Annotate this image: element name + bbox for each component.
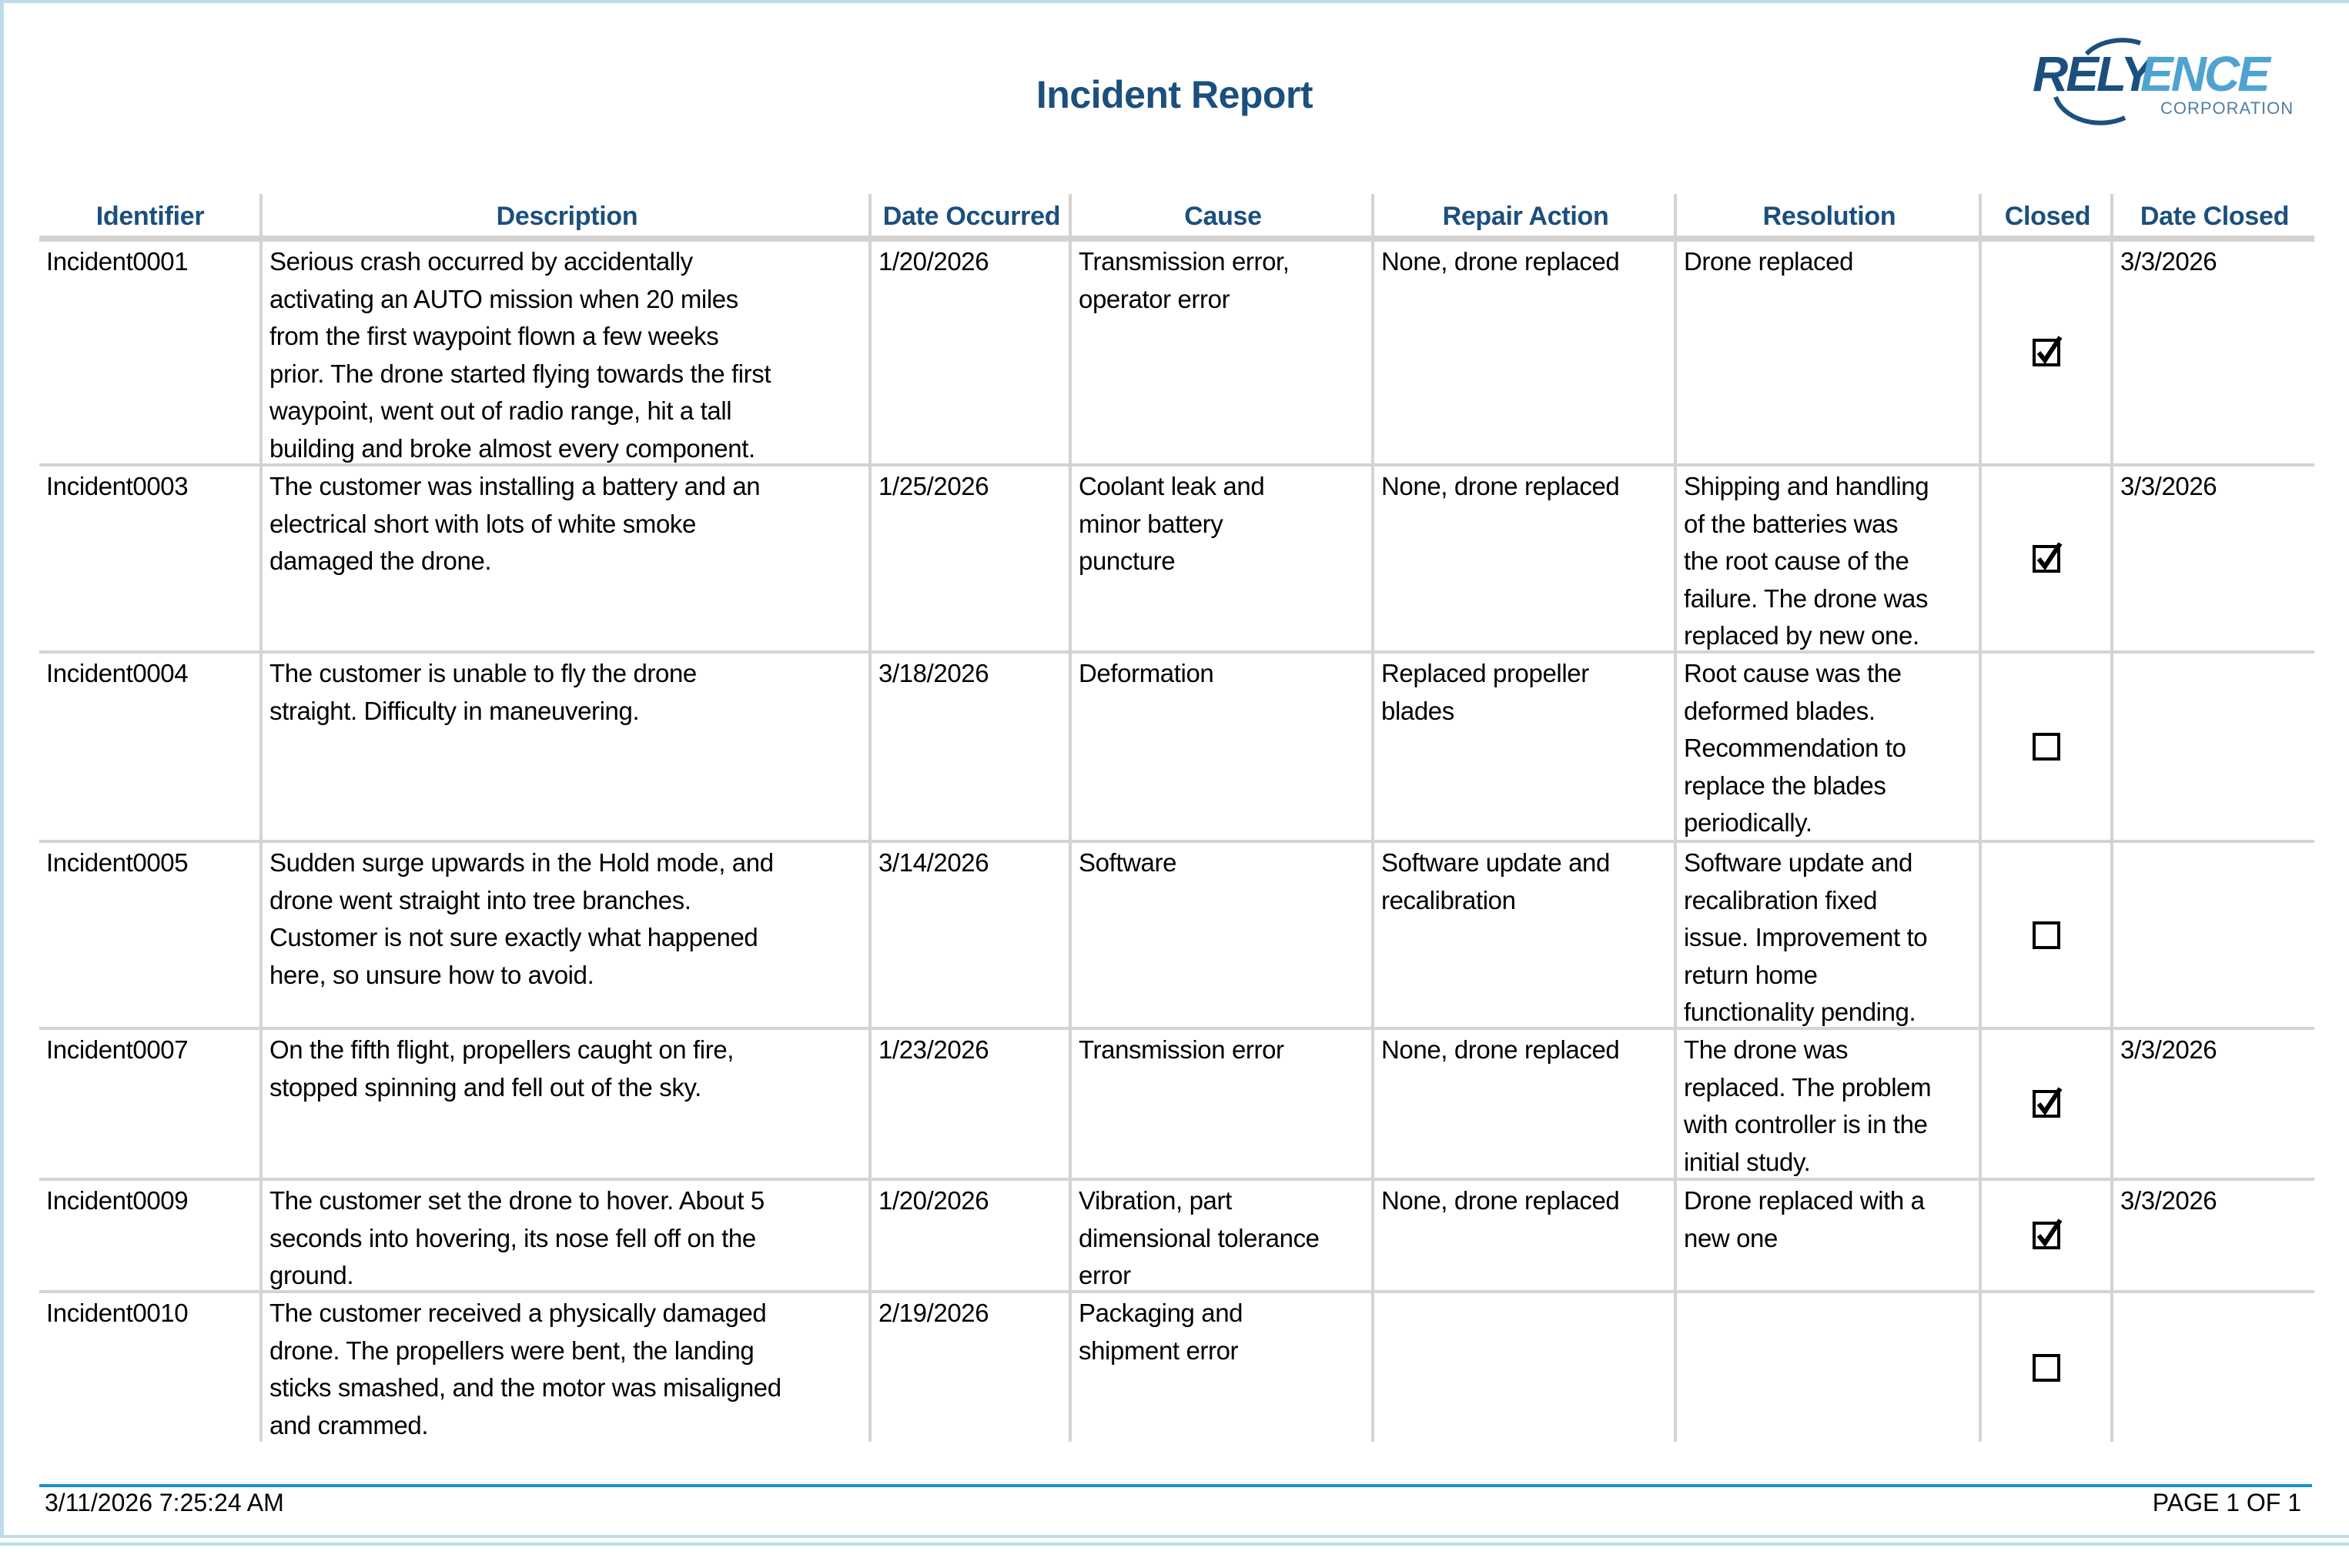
closed-checkbox-unchecked[interactable] bbox=[2033, 1354, 2060, 1382]
page-border-bottom-outer bbox=[0, 1543, 2349, 1546]
cell-description: The customer is unable to fly the drone straight. Difficulty in maneuvering. bbox=[269, 659, 697, 725]
cell-date-closed: 3/3/2026 bbox=[2120, 247, 2217, 276]
closed-checkbox-checked[interactable] bbox=[2033, 1090, 2060, 1118]
cell-date-occurred: 3/14/2026 bbox=[878, 848, 989, 877]
checkmark-icon bbox=[2034, 1085, 2063, 1118]
cell-repair-action: Replaced propeller blades bbox=[1381, 659, 1589, 725]
column-divider bbox=[1371, 194, 1374, 1442]
cell-description: Serious crash occurred by accidentally activating an AUTO mission when 20 miles from the first waypoint flown a few weeks prior. The drone started flying towards the first waypoint, went out of radio range, hit a tall building and broke almost every component. bbox=[269, 247, 771, 463]
cell-date-closed: 3/3/2026 bbox=[2120, 472, 2217, 500]
page-border-top bbox=[0, 0, 2349, 3]
closed-checkbox-checked[interactable] bbox=[2033, 339, 2060, 366]
logo-text-secondary: ENCE bbox=[2140, 46, 2268, 102]
cell-identifier: Incident0003 bbox=[46, 472, 189, 500]
cell-cause: Deformation bbox=[1079, 659, 1214, 687]
cell-description: The customer was installing a battery and an electrical short with lots of white smoke damaged the drone. bbox=[269, 472, 761, 576]
relyence-logo bbox=[2033, 37, 2302, 125]
closed-checkbox-checked[interactable] bbox=[2033, 1222, 2060, 1249]
cell-cause: Packaging and shipment error bbox=[1079, 1299, 1243, 1365]
column-divider bbox=[1674, 194, 1677, 1442]
cell-description: Sudden surge upwards in the Hold mode, and drone went straight into tree branches. Customer is not sure exactly what happened here, so unsure how to avoid. bbox=[269, 848, 774, 989]
cell-cause: Software bbox=[1079, 848, 1177, 877]
cell-identifier: Incident0005 bbox=[46, 848, 189, 877]
row-divider bbox=[39, 840, 2314, 843]
closed-checkbox-checked[interactable] bbox=[2033, 545, 2060, 573]
column-header-date-closed: Date Closed bbox=[2140, 202, 2290, 231]
cell-resolution: Shipping and handling of the batteries was the root cause of the failure. The drone was replaced by new one. bbox=[1684, 472, 1929, 650]
cell-repair-action: None, drone replaced bbox=[1381, 1035, 1620, 1064]
column-divider bbox=[868, 194, 872, 1442]
header-separator bbox=[39, 236, 2314, 242]
cell-cause: Vibration, part dimensional tolerance error bbox=[1079, 1186, 1320, 1290]
cell-identifier: Incident0010 bbox=[46, 1299, 189, 1327]
closed-checkbox-unchecked[interactable] bbox=[2033, 733, 2060, 761]
cell-repair-action: None, drone replaced bbox=[1381, 247, 1620, 276]
report-timestamp: 3/11/2026 7:25:24 AM bbox=[45, 1489, 284, 1516]
cell-repair-action: Software update and recalibration bbox=[1381, 848, 1610, 914]
footer-rule bbox=[39, 1484, 2312, 1487]
checkmark-icon bbox=[2034, 1217, 2063, 1249]
cell-date-closed: 3/3/2026 bbox=[2120, 1186, 2217, 1215]
checkmark-icon bbox=[2034, 540, 2063, 573]
cell-resolution: The drone was replaced. The problem with controller is in the initial study. bbox=[1684, 1035, 1932, 1176]
cell-identifier: Incident0007 bbox=[46, 1035, 189, 1064]
cell-repair-action: None, drone replaced bbox=[1381, 1186, 1620, 1215]
cell-date-occurred: 1/20/2026 bbox=[878, 1186, 989, 1215]
cell-cause: Transmission error, operator error bbox=[1079, 247, 1290, 313]
cell-description: The customer set the drone to hover. About 5 seconds into hovering, its nose fell off on the ground. bbox=[269, 1186, 765, 1290]
page-number: PAGE 1 OF 1 bbox=[2152, 1489, 2301, 1516]
cell-resolution: Root cause was the deformed blades. Recommendation to replace the blades periodically. bbox=[1684, 659, 1906, 837]
report-title: Incident Report bbox=[1036, 73, 1313, 116]
logo-text-primary: RELY bbox=[2033, 46, 2151, 102]
column-divider bbox=[1979, 194, 1982, 1442]
cell-resolution: Software update and recalibration fixed issue. Improvement to return home functionality pending. bbox=[1684, 848, 1928, 1027]
cell-resolution: Drone replaced with a new one bbox=[1684, 1186, 1925, 1252]
row-divider bbox=[39, 650, 2314, 654]
cell-cause: Coolant leak and minor battery puncture bbox=[1079, 472, 1265, 576]
page-border-bottom bbox=[0, 1535, 2349, 1538]
cell-date-occurred: 1/25/2026 bbox=[878, 472, 989, 500]
column-header-cause: Cause bbox=[1184, 202, 1262, 231]
row-divider bbox=[39, 1027, 2314, 1030]
cell-date-occurred: 1/20/2026 bbox=[878, 247, 989, 276]
page-border-left bbox=[0, 0, 4, 1538]
cell-description: The customer received a physically damaged drone. The propellers were bent, the landing sticks smashed, and the motor was misaligned and crammed. bbox=[269, 1299, 781, 1439]
cell-description: On the fifth flight, propellers caught on fire, stopped spinning and fell out of the sky. bbox=[269, 1035, 734, 1102]
checkmark-icon bbox=[2034, 334, 2063, 366]
cell-date-occurred: 3/18/2026 bbox=[878, 659, 989, 687]
closed-checkbox-unchecked[interactable] bbox=[2033, 921, 2060, 949]
column-divider bbox=[1069, 194, 1072, 1442]
cell-date-occurred: 2/19/2026 bbox=[878, 1299, 989, 1327]
logo-subtitle: CORPORATION bbox=[2160, 99, 2294, 118]
column-divider bbox=[259, 194, 263, 1442]
cell-identifier: Incident0004 bbox=[46, 659, 189, 687]
column-header-description: Description bbox=[496, 202, 638, 231]
column-divider bbox=[2110, 194, 2113, 1442]
cell-resolution: Drone replaced bbox=[1684, 247, 1854, 276]
column-header-resolution: Resolution bbox=[1762, 202, 1896, 231]
cell-repair-action: None, drone replaced bbox=[1381, 472, 1620, 500]
cell-identifier: Incident0001 bbox=[46, 247, 189, 276]
column-header-repair-action: Repair Action bbox=[1442, 202, 1609, 231]
cell-identifier: Incident0009 bbox=[46, 1186, 189, 1215]
cell-date-closed: 3/3/2026 bbox=[2120, 1035, 2217, 1064]
column-header-date-occurred: Date Occurred bbox=[882, 202, 1061, 231]
cell-cause: Transmission error bbox=[1079, 1035, 1284, 1064]
cell-date-occurred: 1/23/2026 bbox=[878, 1035, 989, 1064]
column-header-closed: Closed bbox=[2004, 202, 2091, 231]
column-header-identifier: Identifier bbox=[95, 202, 205, 231]
logo-graphic bbox=[2033, 37, 2302, 125]
row-divider bbox=[39, 1178, 2314, 1181]
